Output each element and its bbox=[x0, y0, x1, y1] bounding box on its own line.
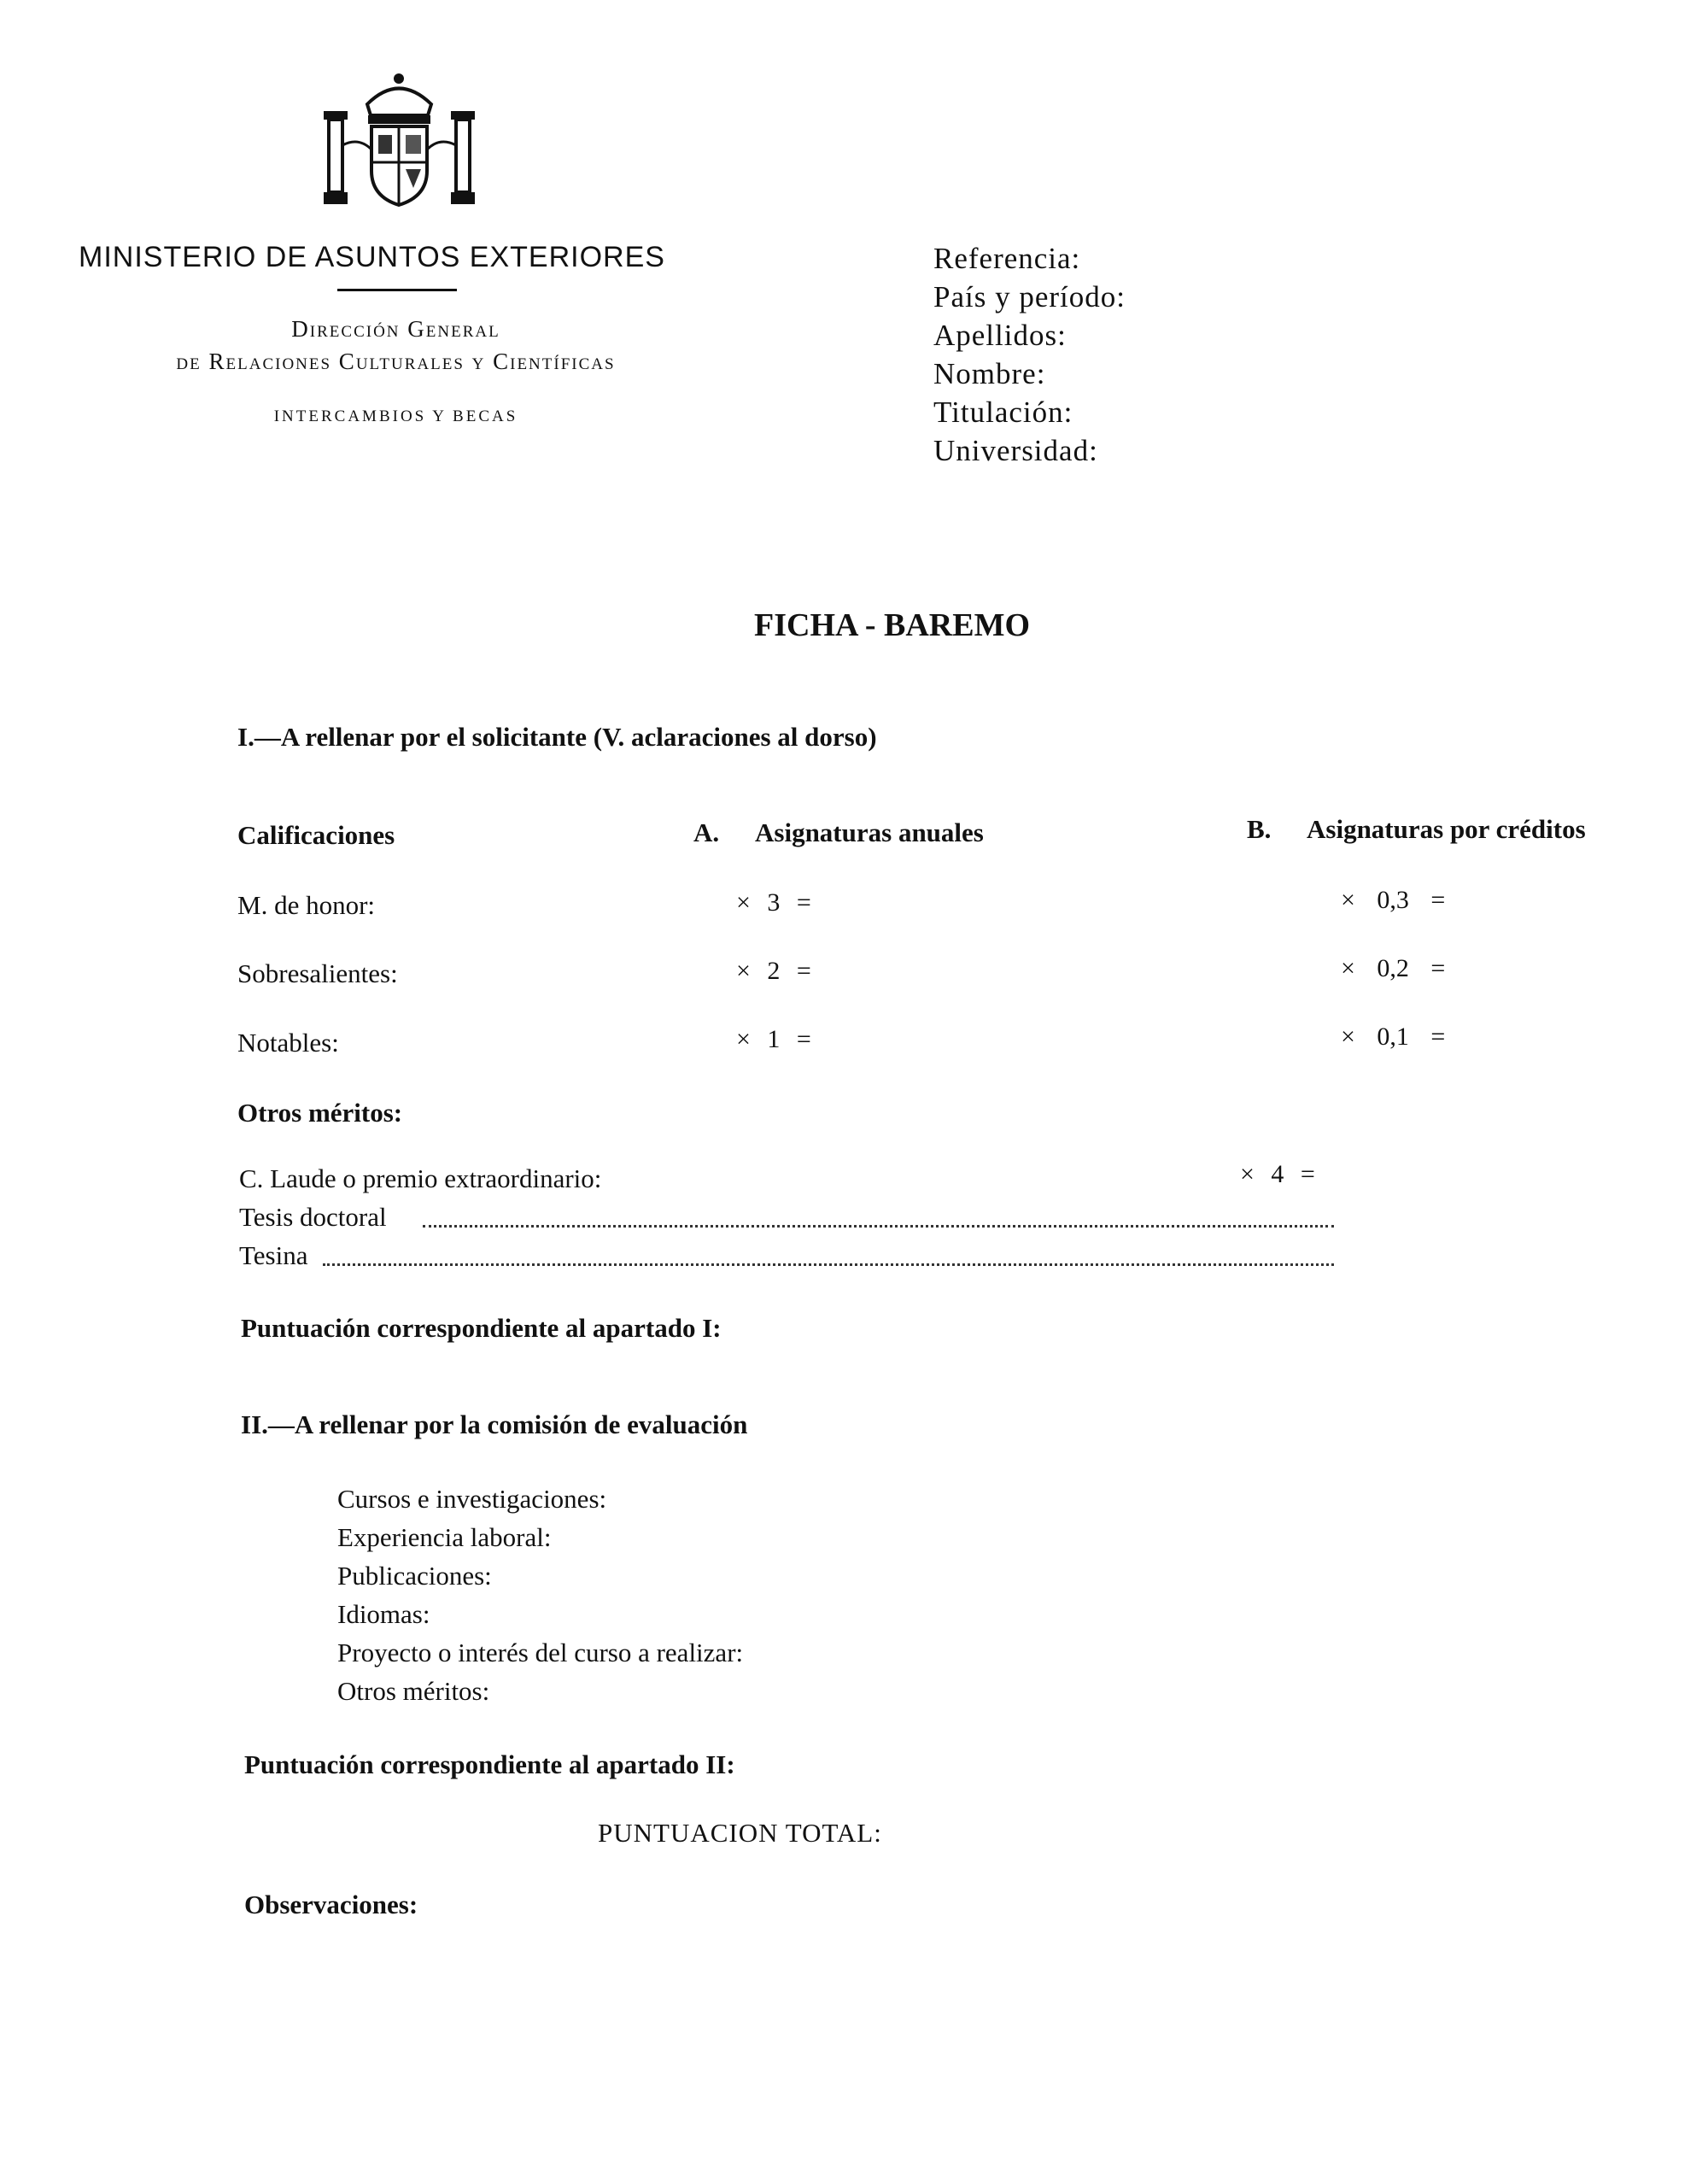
section-1-score-label: Puntuación correspondiente al apartado I: bbox=[241, 1313, 722, 1343]
field-universidad: Universidad: bbox=[933, 434, 1098, 467]
ministry-name: MINISTERIO DE ASUNTOS EXTERIORES bbox=[79, 241, 665, 273]
eval-item-otros: Otros méritos: bbox=[337, 1676, 490, 1706]
section-2-score-label: Puntuación correspondiente al apartado II: bbox=[244, 1749, 735, 1779]
direction-line-2: de Relaciones Culturales y Científicas bbox=[176, 349, 616, 374]
eval-item-proyecto: Proyecto o interés del curso a realizar: bbox=[337, 1638, 744, 1667]
factor-a-honor: × 3 = bbox=[736, 888, 811, 917]
section-2-heading: II.—A rellenar por la comisión de evaluación bbox=[241, 1409, 748, 1439]
col-b-letter: B. bbox=[1247, 814, 1272, 844]
factor-a-sobresalientes: × 2 = bbox=[736, 957, 811, 985]
thesis-label: Tesis doctoral bbox=[239, 1202, 387, 1232]
field-titulacion: Titulación: bbox=[933, 396, 1073, 429]
field-apellidos: Apellidos: bbox=[933, 319, 1067, 352]
eval-item-experiencia: Experiencia laboral: bbox=[337, 1522, 552, 1552]
observations-label: Observaciones: bbox=[244, 1890, 418, 1919]
direction-line-1: Dirección General bbox=[291, 316, 500, 342]
department-name: INTERCAMBIOS Y BECAS bbox=[273, 407, 518, 425]
grade-label-notables: Notables: bbox=[237, 1028, 339, 1058]
factor-a-notables: × 1 = bbox=[736, 1025, 811, 1053]
tesina-label: Tesina bbox=[239, 1240, 308, 1270]
factor-laude: × 4 = bbox=[1240, 1160, 1315, 1188]
factor-b-sobresalientes: × 0,2 = bbox=[1341, 954, 1446, 982]
section-1-heading: I.—A rellenar por el solicitante (V. aclaraciones al dorso) bbox=[237, 722, 877, 752]
col-grades-header: Calificaciones bbox=[237, 820, 395, 850]
field-pais-periodo: País y período: bbox=[933, 280, 1126, 314]
grade-label-honor: M. de honor: bbox=[237, 890, 376, 920]
field-referencia: Referencia: bbox=[933, 242, 1081, 275]
page-title: FICHA - BAREMO bbox=[754, 607, 1030, 643]
col-a-header: Asignaturas anuales bbox=[755, 817, 984, 847]
factor-b-honor: × 0,3 = bbox=[1341, 886, 1446, 914]
spain-coat-of-arms-icon bbox=[320, 68, 478, 218]
thesis-dotted-line bbox=[423, 1225, 1334, 1228]
eval-item-cursos: Cursos e investigaciones: bbox=[337, 1484, 607, 1514]
header-divider bbox=[337, 289, 457, 291]
eval-item-publicaciones: Publicaciones: bbox=[337, 1561, 492, 1591]
tesina-dotted-line bbox=[323, 1263, 1334, 1266]
eval-item-idiomas: Idiomas: bbox=[337, 1599, 430, 1629]
laude-label: C. Laude o premio extraordinario: bbox=[239, 1163, 602, 1193]
field-nombre: Nombre: bbox=[933, 357, 1046, 390]
col-b-header: Asignaturas por créditos bbox=[1307, 814, 1586, 844]
factor-b-notables: × 0,1 = bbox=[1341, 1023, 1446, 1051]
col-a-letter: A. bbox=[693, 817, 720, 847]
total-score-label: PUNTUACION TOTAL: bbox=[598, 1818, 882, 1848]
grade-label-sobresalientes: Sobresalientes: bbox=[237, 958, 398, 988]
other-merits-heading: Otros méritos: bbox=[237, 1098, 403, 1128]
